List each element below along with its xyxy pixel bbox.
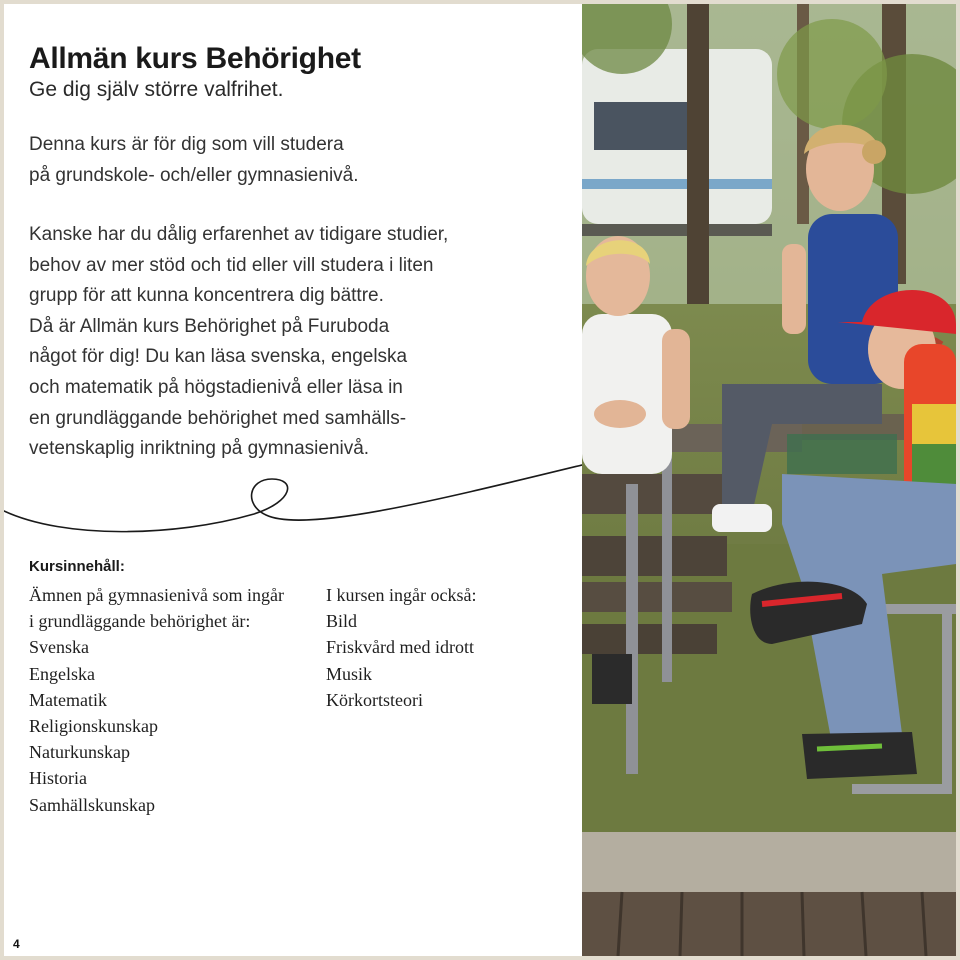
description-line: och matematik på högstadienivå eller läsa in: [29, 376, 403, 398]
course-content-heading: Kursinnehåll:: [29, 558, 125, 575]
description-line: behov av mer stöd och tid eller vill studera i liten: [29, 254, 434, 276]
intro-line: Denna kurs är för dig som vill studera: [29, 134, 344, 155]
list-item: i grundläggande behörighet är:: [29, 611, 251, 632]
page-title: Allmän kurs Behörighet: [29, 42, 361, 75]
list-item: Friskvård med idrott: [326, 637, 474, 658]
description-line: Då är Allmän kurs Behörighet på Furuboda: [29, 315, 390, 337]
list-item: Musik: [326, 663, 373, 684]
page-subtitle: Ge dig själv större valfrihet.: [29, 78, 284, 101]
also-included-list: [326, 582, 476, 713]
list-item: Svenska: [29, 637, 89, 658]
intro-paragraph: [29, 130, 582, 191]
list-item: Matematik: [29, 689, 107, 710]
list-item: Bild: [326, 611, 358, 632]
list-item: Engelska: [29, 663, 95, 684]
description-line: en grundläggande behörighet med samhälls-: [29, 407, 407, 429]
list-item: Religionskunskap: [29, 716, 158, 737]
students-photo: [582, 4, 956, 956]
intro-line: på grundskole- och/eller gymnasienivå.: [29, 164, 359, 186]
list-item: Samhällskunskap: [29, 794, 155, 815]
description-paragraph: [29, 220, 582, 465]
decorative-swirl-line: [4, 459, 582, 559]
description-line: grupp för att kunna koncentrera dig bättre.: [29, 285, 384, 307]
description-line: vetenskaplig inriktning på gymnasienivå.: [29, 438, 370, 460]
list-item: Historia: [29, 768, 87, 789]
wooden-deck: [582, 892, 956, 956]
subjects-list: [29, 582, 284, 818]
photo-illustration: [582, 4, 956, 956]
list-item: Naturkunskap: [29, 742, 130, 763]
caravan: [582, 49, 772, 236]
list-item: I kursen ingår också:: [326, 585, 477, 605]
text-column: [4, 4, 582, 956]
list-item: Körkortsteori: [326, 689, 423, 710]
list-item: Ämnen på gymnasienivå som ingår: [29, 585, 284, 605]
description-line: Kanske har du dålig erfarenhet av tidigare studier,: [29, 224, 449, 245]
description-line: något för dig! Du kan läsa svenska, engelska: [29, 346, 408, 368]
page-number: 4: [13, 937, 20, 951]
